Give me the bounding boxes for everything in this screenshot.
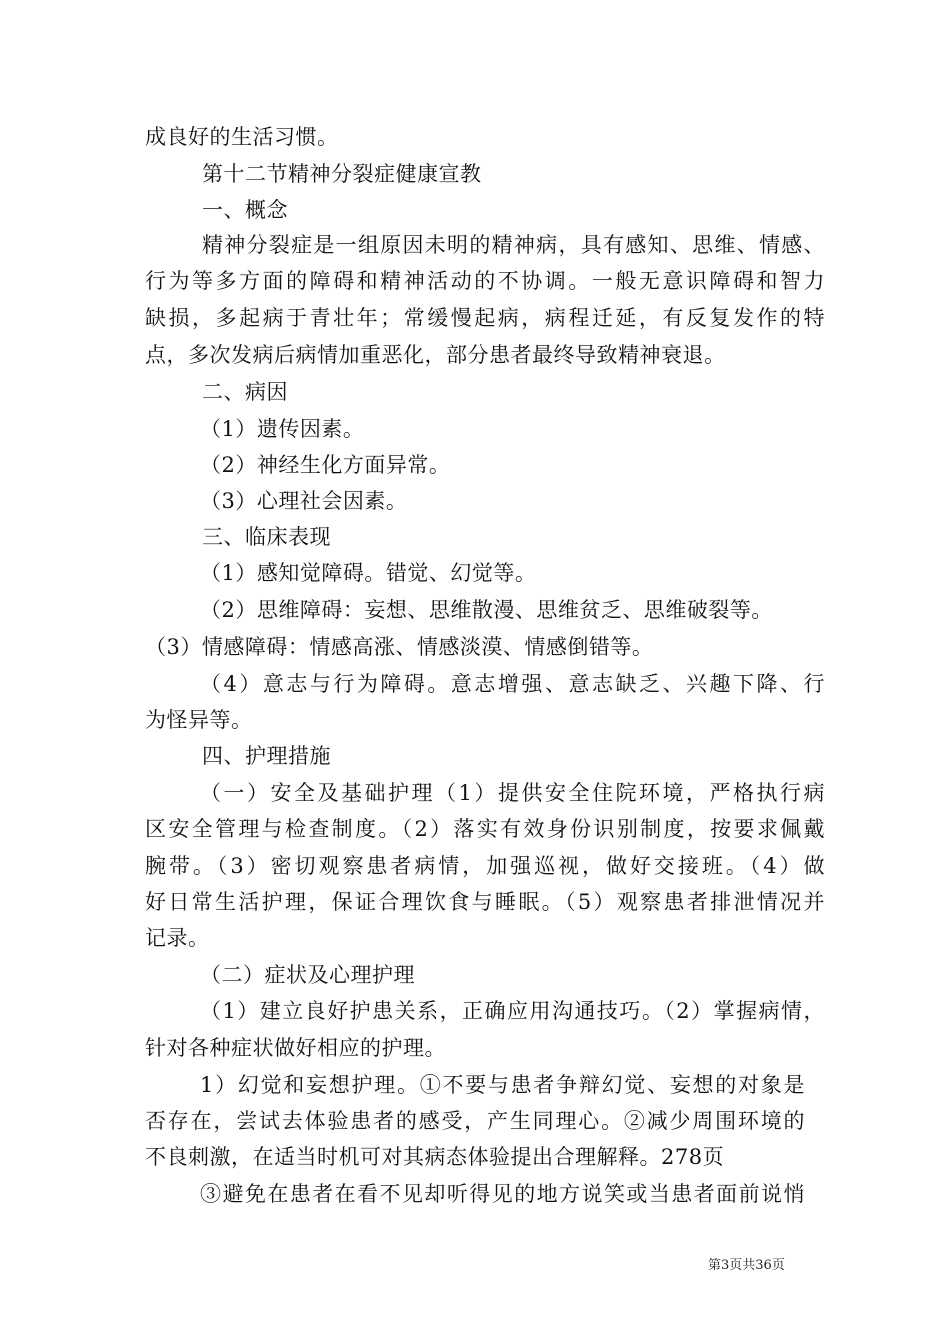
text-line: 腕带。（3）密切观察患者病情，加强巡视，做好交接班。（4）做: [145, 854, 825, 878]
list-item: （1）感知觉障碍。错觉、幻觉等。: [200, 561, 537, 585]
text-line: 针对各种症状做好相应的护理。: [145, 1036, 446, 1060]
list-item: （2）神经生化方面异常。: [200, 453, 451, 477]
text-line: 1）幻觉和妄想护理。①不要与患者争辩幻觉、妄想的对象是: [200, 1073, 805, 1097]
section-title: 第十二节精神分裂症健康宣教: [202, 162, 482, 186]
text-line: 记录。: [145, 926, 210, 950]
list-item: （4）意志与行为障碍。意志增强、意志缺乏、兴趣下降、行: [200, 672, 825, 696]
heading-cause: 二、病因: [202, 380, 288, 404]
subheading-symptom-care: （二）症状及心理护理: [200, 963, 415, 987]
page-number: 第3页共36页: [708, 1258, 785, 1273]
text-line: 否存在，尝试去体验患者的感受，产生同理心。②减少周围环境的: [145, 1109, 805, 1133]
text-line: 点，多次发病后病情加重恶化，部分患者最终导致精神衰退。: [145, 343, 726, 367]
text-line: 不良刺激，在适当时机可对其病态体验提出合理解释。278页: [145, 1145, 725, 1169]
heading-concept: 一、概念: [202, 198, 288, 222]
list-item: （1）遗传因素。: [200, 417, 365, 441]
text-line: ③避免在患者在看不见却听得见的地方说笑或当患者面前说悄: [200, 1182, 805, 1206]
heading-symptoms: 三、临床表现: [202, 525, 331, 549]
text-line: 为怪异等。: [145, 708, 253, 732]
text-line: 区安全管理与检查制度。（2）落实有效身份识别制度，按要求佩戴: [145, 817, 825, 841]
text-line: （1）建立良好护患关系，正确应用沟通技巧。（2）掌握病情，: [200, 999, 825, 1023]
list-item: （3）情感障碍：情感高涨、情感淡漠、情感倒错等。: [145, 635, 654, 659]
list-item: （2）思维障碍：妄想、思维散漫、思维贫乏、思维破裂等。: [200, 598, 773, 622]
text-line: 精神分裂症是一组原因未明的精神病，具有感知、思维、情感、: [202, 233, 825, 257]
text-line: 行为等多方面的障碍和精神活动的不协调。一般无意识障碍和智力: [145, 269, 825, 293]
text-line: 成良好的生活习惯。: [145, 125, 339, 149]
text-line: 缺损，多起病于青壮年；常缓慢起病，病程迁延，有反复发作的特: [145, 306, 825, 330]
text-line: （一）安全及基础护理（1）提供安全住院环境，严格执行病: [200, 781, 825, 805]
heading-nursing: 四、护理措施: [202, 744, 331, 768]
text-line: 好日常生活护理，保证合理饮食与睡眠。（5）观察患者排泄情况并: [145, 890, 825, 914]
list-item: （3）心理社会因素。: [200, 489, 408, 513]
